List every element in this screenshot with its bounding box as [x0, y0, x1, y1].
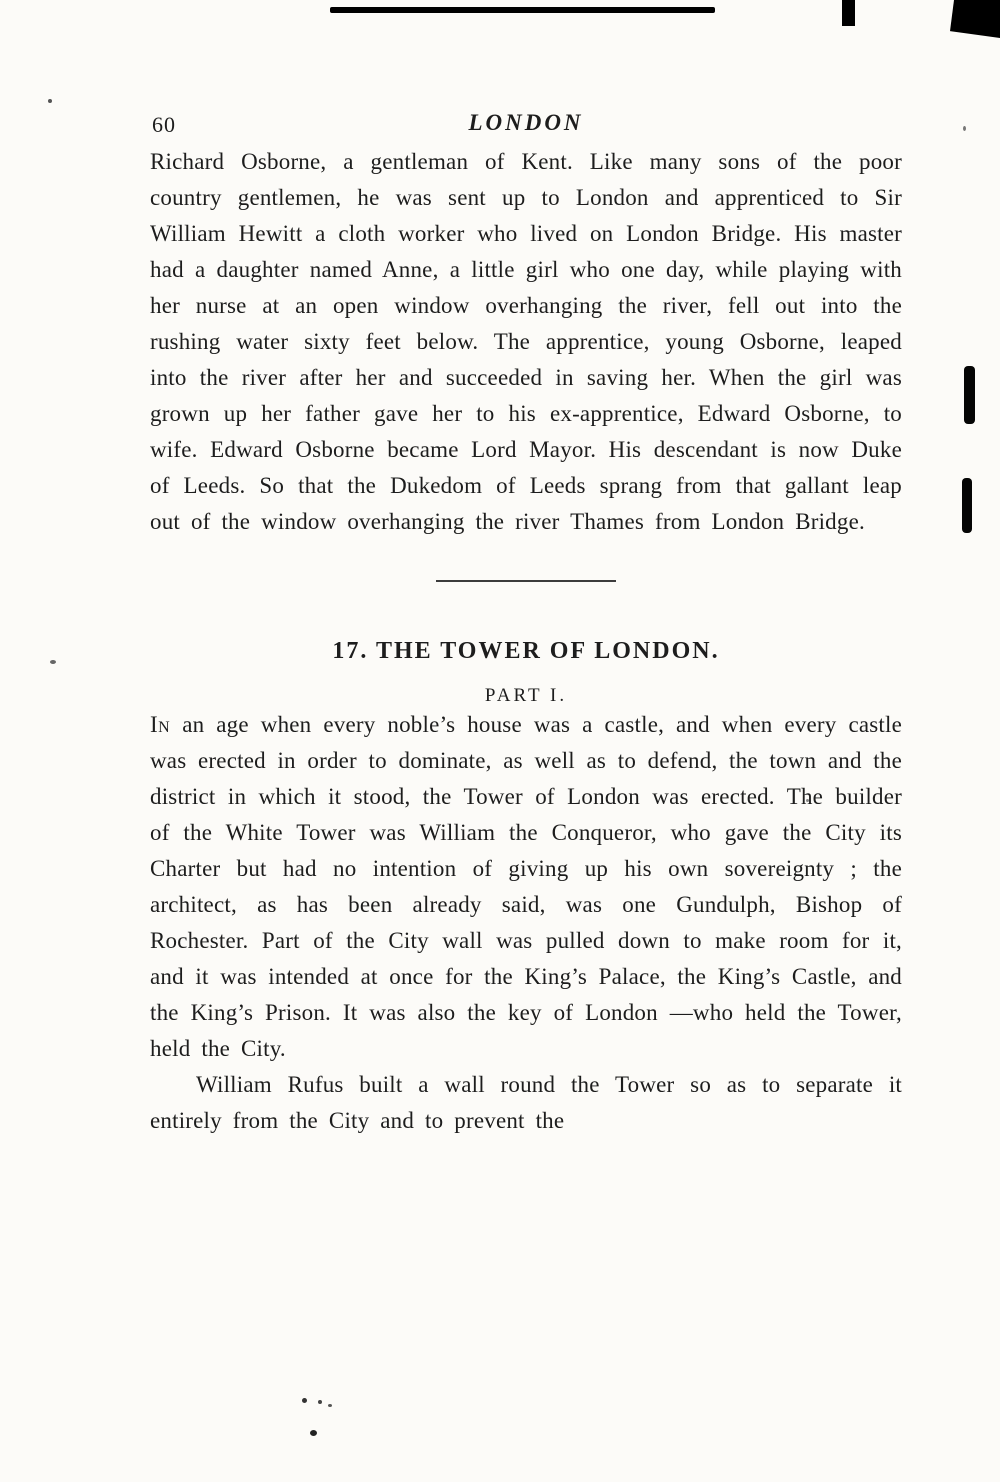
- scan-speck: [318, 1400, 322, 1404]
- scan-artifact-right-edge-1: [964, 366, 975, 424]
- running-title: LONDON: [468, 110, 584, 135]
- page-number: 60: [152, 112, 176, 137]
- scan-speck: [302, 1398, 307, 1403]
- scan-artifact-right-edge-2: [962, 478, 972, 533]
- scan-speck: [328, 1404, 332, 1407]
- scan-speck: [48, 99, 52, 103]
- section-paragraph-2: William Rufus built a wall round the Tower so as to separate it entirely from the City and to prevent the: [150, 1072, 902, 1133]
- page-content: [150, 110, 902, 1139]
- section-subheading: PART I.: [484, 685, 568, 706]
- scan-speck: [963, 126, 966, 131]
- section-paragraph-1: [150, 707, 902, 1067]
- scan-speck: [310, 1430, 317, 1436]
- section-heading: 17. THE TOWER OF LONDON.: [332, 638, 720, 664]
- page-header: [150, 110, 902, 144]
- section-divider: [436, 580, 616, 582]
- scan-artifact-top-right-corner: [950, 0, 1000, 38]
- section-paragraph-1-text: an age when every noble’s house was a castle, and when every castle was erected in order to dominate, as well as to defend, the town and the district in which it stood, the Tower of London was erected. The builder of the White Tower was William the Conqueror, who gave the City its Charter but had no intention of giving up his own sovereignty ; the architect, as has been already said, was one Gundulph, Bishop of Rochester. Part of the City wall was pulled down to make room for it, and it was intended at once for the King’s Palace, the King’s Castle, and the King’s Prison. It was also the key of London —who held the Tower, held the City.: [150, 712, 902, 1061]
- scan-artifact-top-bar: [330, 7, 715, 13]
- scan-speck: [50, 660, 56, 664]
- continuation-paragraph: Richard Osborne, a gentleman of Kent. Like many sons of the poor country gentlemen, he was sent up to London and apprenticed to Sir William Hewitt a cloth worker who lived on London Bridge. His master had a daughter named Anne, a little girl who one day, while playing with her nurse at an open window overhanging the river, fell out into the rushing water sixty feet below. The apprentice, young Osborne, leaped into the river after her and succeeded in saving her. When the girl was grown up her father gave her to his ex-apprentice, Edward Osborne, to wife. Edward Osborne became Lord Mayor. His descendant is now Duke of Leeds. So that the Dukedom of Leeds sprang from that gallant leap out of the window overhanging the river Thames from London Bridge.: [150, 149, 902, 534]
- lead-word: In: [150, 712, 171, 737]
- scan-artifact-top-right-small: [842, 0, 855, 26]
